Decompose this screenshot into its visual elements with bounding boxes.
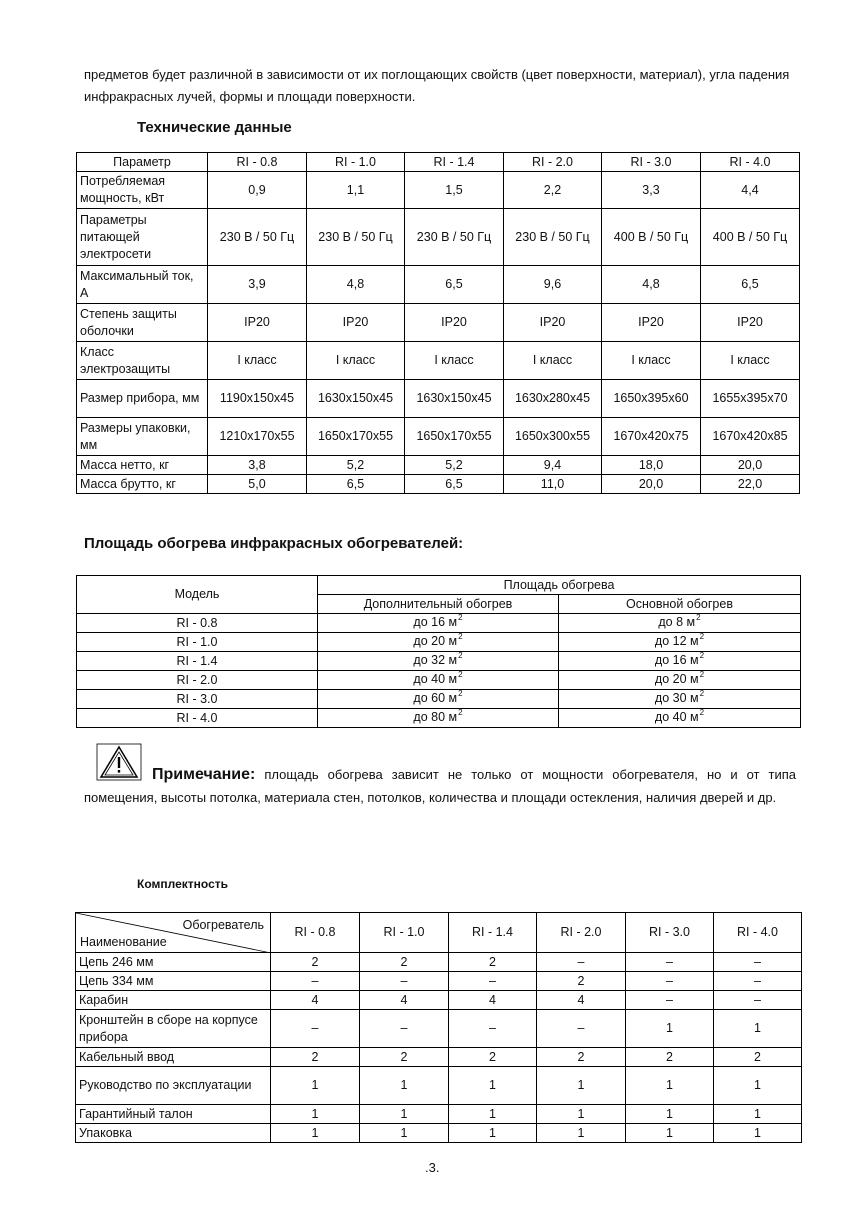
note-text: площадь обогрева зависит не только от мощности обогревателя, но и от типа помещения, высоты потолка, материала стен, потолков, количества и площади остекления, наличия дверей и др. xyxy=(84,767,796,805)
table-row xyxy=(77,266,800,304)
value-cell: 6,5 xyxy=(405,266,504,304)
table-row xyxy=(77,456,800,475)
value-cell: 9,4 xyxy=(504,456,602,475)
qty-cell: 1 xyxy=(714,1067,802,1105)
table-row xyxy=(77,690,801,709)
value-cell: 6,5 xyxy=(701,266,800,304)
value-cell: IP20 xyxy=(701,304,800,342)
qty-cell: 2 xyxy=(360,1048,449,1067)
area-cell: до 40 $м^2$ xyxy=(559,709,801,728)
qty-cell: 1 xyxy=(714,1124,802,1143)
item-cell: Гарантийный талон xyxy=(76,1105,271,1124)
qty-cell: 1 xyxy=(537,1105,626,1124)
item-cell: Цепь 246 мм xyxy=(76,953,271,972)
qty-cell: – xyxy=(626,953,714,972)
kit-table xyxy=(75,912,802,1143)
table-row xyxy=(77,652,801,671)
main-heating-header-cell: Основной обогрев xyxy=(559,595,801,614)
table-row xyxy=(77,380,800,418)
header-cell: RI - 1.0 xyxy=(360,913,449,953)
model-header-cell: Модель xyxy=(77,576,318,614)
model-cell: RI - 1.4 xyxy=(77,652,318,671)
qty-cell: 1 xyxy=(626,1010,714,1048)
value-cell: 1190х150х45 xyxy=(208,380,307,418)
value-cell: 400 В / 50 Гц xyxy=(701,209,800,266)
qty-cell: 1 xyxy=(714,1105,802,1124)
table-row xyxy=(77,614,801,633)
heating-area-table xyxy=(76,575,801,728)
table-row xyxy=(77,633,801,652)
value-cell: IP20 xyxy=(405,304,504,342)
value-cell: 3,8 xyxy=(208,456,307,475)
value-cell: 5,0 xyxy=(208,475,307,494)
value-cell: 230 В / 50 Гц xyxy=(405,209,504,266)
value-cell: I класс xyxy=(701,342,800,380)
value-cell: 1650х395х60 xyxy=(602,380,701,418)
value-cell: 1650х170х55 xyxy=(307,418,405,456)
table-row xyxy=(77,172,800,209)
model-cell: RI - 1.0 xyxy=(77,633,318,652)
value-cell: 18,0 xyxy=(602,456,701,475)
model-cell: RI - 2.0 xyxy=(77,671,318,690)
qty-cell: 1 xyxy=(626,1067,714,1105)
header-cell: RI - 4.0 xyxy=(701,153,800,172)
qty-cell: – xyxy=(626,972,714,991)
qty-cell: 1 xyxy=(449,1067,537,1105)
qty-cell: 1 xyxy=(537,1124,626,1143)
note-paragraph xyxy=(84,763,796,809)
qty-cell: 2 xyxy=(360,953,449,972)
item-cell: Кабельный ввод xyxy=(76,1048,271,1067)
model-cell: RI - 3.0 xyxy=(77,690,318,709)
header-cell: RI - 3.0 xyxy=(626,913,714,953)
tech-data-heading: Технические данные xyxy=(137,119,292,136)
qty-cell: – xyxy=(537,953,626,972)
qty-cell: – xyxy=(714,972,802,991)
value-cell: 6,5 xyxy=(405,475,504,494)
table-row xyxy=(77,671,801,690)
value-cell: 20,0 xyxy=(701,456,800,475)
param-cell: Параметры питающей электросети xyxy=(77,209,208,266)
qty-cell: 1 xyxy=(537,1067,626,1105)
table-row xyxy=(76,1048,802,1067)
qty-cell: 1 xyxy=(271,1067,360,1105)
value-cell: 1630х150х45 xyxy=(307,380,405,418)
item-cell: Цепь 334 мм xyxy=(76,972,271,991)
qty-cell: 2 xyxy=(537,1048,626,1067)
value-cell: 230 В / 50 Гц xyxy=(504,209,602,266)
header-cell: RI - 1.4 xyxy=(449,913,537,953)
value-cell: 1655х395х70 xyxy=(701,380,800,418)
value-cell: I класс xyxy=(504,342,602,380)
value-cell: IP20 xyxy=(208,304,307,342)
qty-cell: 1 xyxy=(449,1124,537,1143)
param-cell: Потребляемая мощность, кВт xyxy=(77,172,208,209)
table-row xyxy=(77,418,800,456)
value-cell: I класс xyxy=(405,342,504,380)
qty-cell: – xyxy=(449,1010,537,1048)
qty-cell: 4 xyxy=(360,991,449,1010)
page-number: .3. xyxy=(425,1160,440,1175)
param-cell: Максимальный ток, А xyxy=(77,266,208,304)
value-cell: 1,1 xyxy=(307,172,405,209)
area-cell: до 12 $м^2$ xyxy=(559,633,801,652)
table-row xyxy=(76,1124,802,1143)
value-cell: 5,2 xyxy=(405,456,504,475)
qty-cell: – xyxy=(626,991,714,1010)
qty-cell: 1 xyxy=(360,1067,449,1105)
value-cell: 230 В / 50 Гц xyxy=(208,209,307,266)
header-cell: RI - 2.0 xyxy=(537,913,626,953)
item-cell: Кронштейн в сборе на корпусе прибора xyxy=(76,1010,271,1048)
table-row xyxy=(77,475,800,494)
corner-header-cell xyxy=(76,913,271,953)
value-cell: 3,3 xyxy=(602,172,701,209)
area-cell: до 16 $м^2$ xyxy=(559,652,801,671)
value-cell: 4,8 xyxy=(307,266,405,304)
area-cell: до 30 $м^2$ xyxy=(559,690,801,709)
corner-top-label: Обогреватель xyxy=(182,918,264,932)
value-cell: IP20 xyxy=(504,304,602,342)
item-cell: Карабин xyxy=(76,991,271,1010)
corner-bottom-label: Наименование xyxy=(80,935,167,949)
area-cell: до 60 $м^2$ xyxy=(318,690,559,709)
area-cell: до 8 $м^2$ xyxy=(559,614,801,633)
param-cell: Размер прибора, мм xyxy=(77,380,208,418)
table-row xyxy=(77,304,800,342)
value-cell: 1,5 xyxy=(405,172,504,209)
qty-cell: 1 xyxy=(360,1105,449,1124)
table-row xyxy=(76,1010,802,1048)
table-row xyxy=(76,953,802,972)
area-cell: до 20 $м^2$ xyxy=(559,671,801,690)
param-cell: Масса брутто, кг xyxy=(77,475,208,494)
value-cell: 1670х420х85 xyxy=(701,418,800,456)
qty-cell: 1 xyxy=(626,1105,714,1124)
param-cell: Размеры упаковки, мм xyxy=(77,418,208,456)
value-cell: 3,9 xyxy=(208,266,307,304)
header-cell: RI - 0.8 xyxy=(208,153,307,172)
qty-cell: 1 xyxy=(360,1124,449,1143)
qty-cell: 2 xyxy=(537,972,626,991)
tech-data-table xyxy=(76,152,800,494)
table-header-row xyxy=(77,153,800,172)
value-cell: 400 В / 50 Гц xyxy=(602,209,701,266)
model-cell: RI - 0.8 xyxy=(77,614,318,633)
header-cell: RI - 3.0 xyxy=(602,153,701,172)
value-cell: 4,4 xyxy=(701,172,800,209)
value-cell: 5,2 xyxy=(307,456,405,475)
value-cell: 11,0 xyxy=(504,475,602,494)
value-cell: 20,0 xyxy=(602,475,701,494)
value-cell: 1650х300х55 xyxy=(504,418,602,456)
qty-cell: – xyxy=(449,972,537,991)
area-cell: до 80 $м^2$ xyxy=(318,709,559,728)
value-cell: I класс xyxy=(602,342,701,380)
table-header-row xyxy=(77,576,801,595)
qty-cell: 4 xyxy=(537,991,626,1010)
value-cell: 1670х420х75 xyxy=(602,418,701,456)
value-cell: 1630х280х45 xyxy=(504,380,602,418)
table-row xyxy=(77,209,800,266)
model-cell: RI - 4.0 xyxy=(77,709,318,728)
qty-cell: 1 xyxy=(449,1105,537,1124)
param-cell: Степень защиты оболочки xyxy=(77,304,208,342)
table-row xyxy=(76,972,802,991)
qty-cell: 1 xyxy=(626,1124,714,1143)
qty-cell: – xyxy=(271,1010,360,1048)
qty-cell: 2 xyxy=(271,1048,360,1067)
value-cell: 0,9 xyxy=(208,172,307,209)
header-cell: Параметр xyxy=(77,153,208,172)
qty-cell: 1 xyxy=(271,1105,360,1124)
intro-paragraph: предметов будет различной в зависимости от их поглощающих свойств (цвет поверхности, материал), угла падения инфракрасных лучей, формы и площади поверхности. xyxy=(84,67,790,104)
qty-cell: 2 xyxy=(626,1048,714,1067)
area-cell: до 16 $м^2$ xyxy=(318,614,559,633)
item-cell: Упаковка xyxy=(76,1124,271,1143)
param-cell: Масса нетто, кг xyxy=(77,456,208,475)
table-row xyxy=(76,1105,802,1124)
qty-cell: 2 xyxy=(449,1048,537,1067)
value-cell: 2,2 xyxy=(504,172,602,209)
value-cell: 4,8 xyxy=(602,266,701,304)
value-cell: 230 В / 50 Гц xyxy=(307,209,405,266)
qty-cell: 4 xyxy=(271,991,360,1010)
area-cell: до 20 $м^2$ xyxy=(318,633,559,652)
table-header-row xyxy=(76,913,802,953)
value-cell: I класс xyxy=(307,342,405,380)
value-cell: 1210х170х55 xyxy=(208,418,307,456)
qty-cell: 1 xyxy=(714,1010,802,1048)
value-cell: 1650х170х55 xyxy=(405,418,504,456)
value-cell: IP20 xyxy=(602,304,701,342)
value-cell: IP20 xyxy=(307,304,405,342)
table-row xyxy=(77,342,800,380)
value-cell: 6,5 xyxy=(307,475,405,494)
note-label: Примечание: xyxy=(152,766,256,783)
heating-area-heading: Площадь обогрева инфракрасных обогревателей: xyxy=(84,535,464,552)
table-row xyxy=(77,709,801,728)
qty-cell: – xyxy=(360,972,449,991)
qty-cell: – xyxy=(714,991,802,1010)
header-cell: RI - 1.4 xyxy=(405,153,504,172)
qty-cell: 2 xyxy=(449,953,537,972)
header-cell: RI - 4.0 xyxy=(714,913,802,953)
header-cell: RI - 0.8 xyxy=(271,913,360,953)
param-cell: Класс электрозащиты xyxy=(77,342,208,380)
table-row xyxy=(76,991,802,1010)
qty-cell: – xyxy=(271,972,360,991)
header-cell: RI - 1.0 xyxy=(307,153,405,172)
extra-heating-header-cell: Дополнительный обогрев xyxy=(318,595,559,614)
qty-cell: 2 xyxy=(271,953,360,972)
header-cell: RI - 2.0 xyxy=(504,153,602,172)
kit-heading: Комплектность xyxy=(137,877,228,891)
qty-cell: 4 xyxy=(449,991,537,1010)
area-group-header-cell: Площадь обогрева xyxy=(318,576,801,595)
area-cell: до 32 $м^2$ xyxy=(318,652,559,671)
area-cell: до 40 $м^2$ xyxy=(318,671,559,690)
value-cell: 1630х150х45 xyxy=(405,380,504,418)
item-cell: Руководство по эксплуатации xyxy=(76,1067,271,1105)
qty-cell: – xyxy=(714,953,802,972)
value-cell: I класс xyxy=(208,342,307,380)
qty-cell: – xyxy=(537,1010,626,1048)
value-cell: 9,6 xyxy=(504,266,602,304)
qty-cell: 2 xyxy=(714,1048,802,1067)
table-row xyxy=(76,1067,802,1105)
qty-cell: 1 xyxy=(271,1124,360,1143)
value-cell: 22,0 xyxy=(701,475,800,494)
qty-cell: – xyxy=(360,1010,449,1048)
